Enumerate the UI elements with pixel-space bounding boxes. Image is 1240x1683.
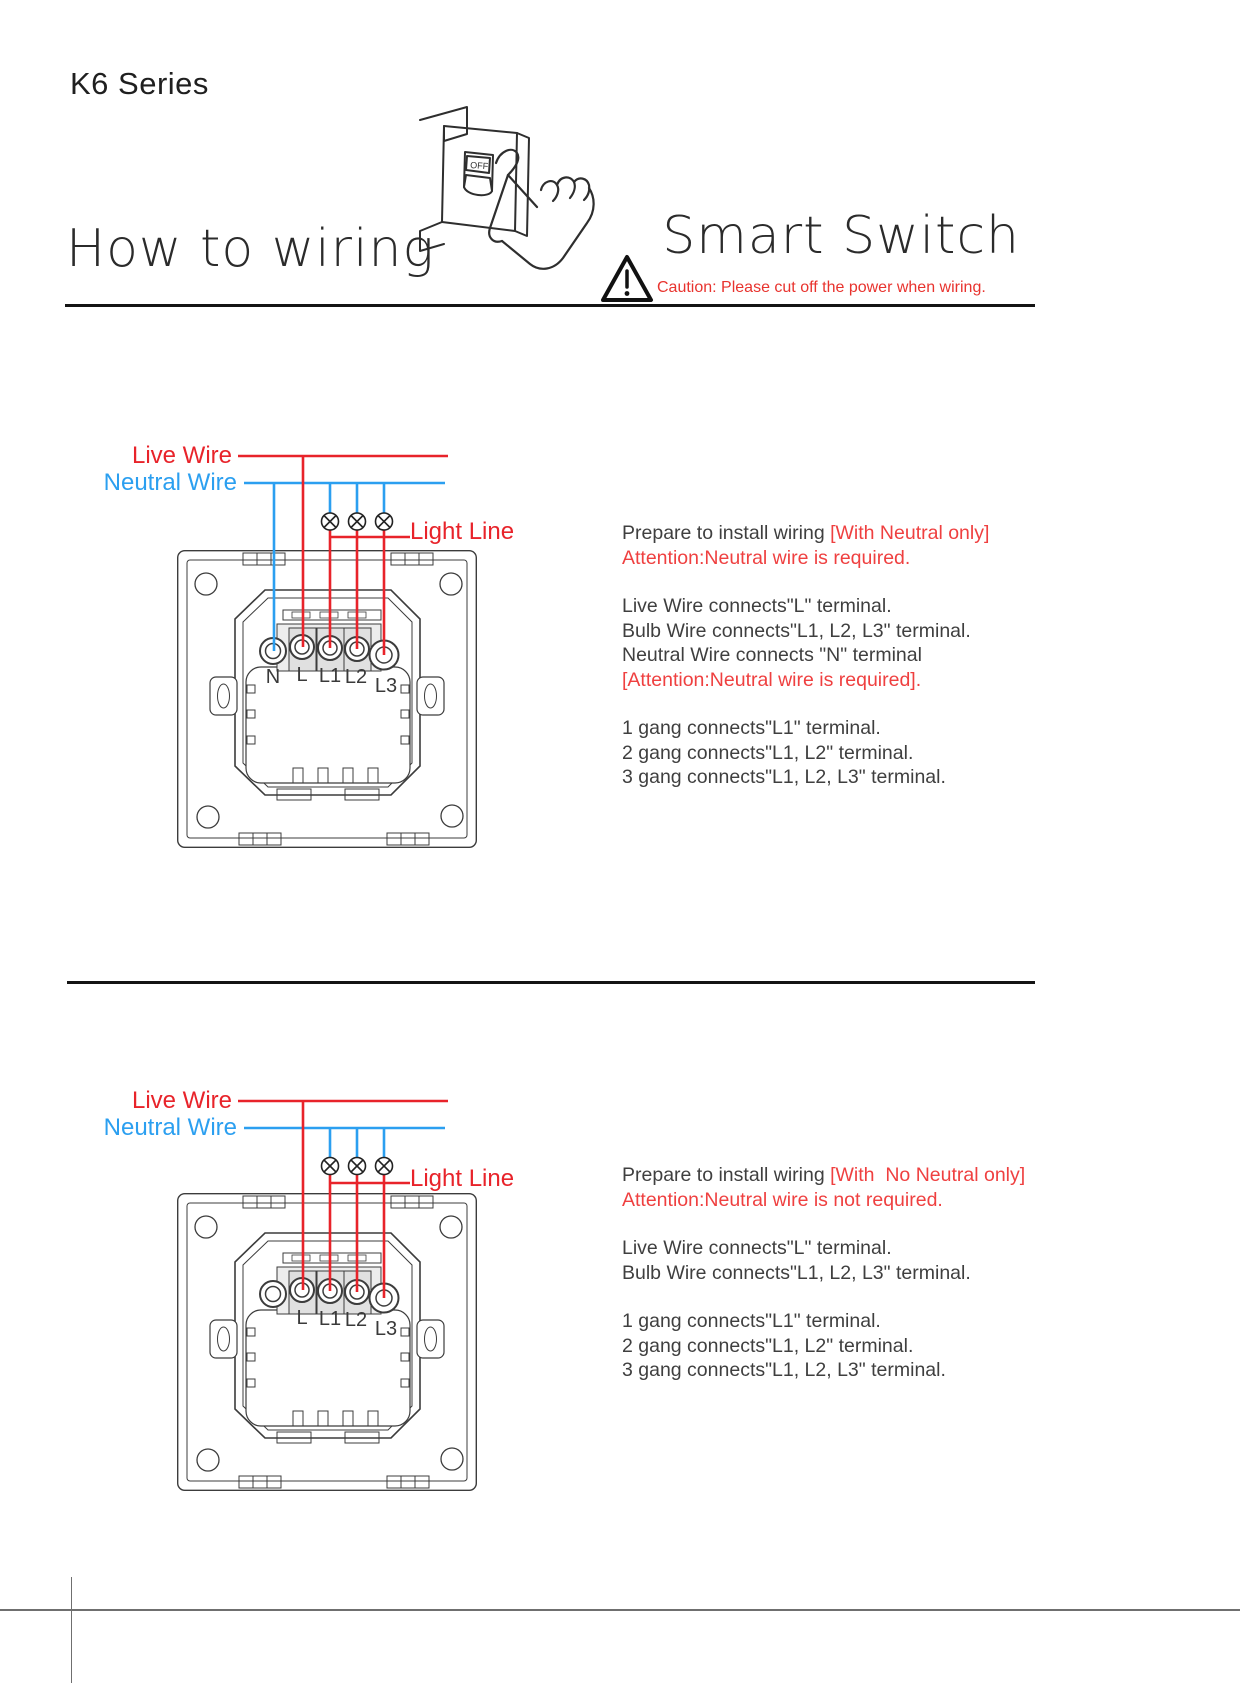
terminal-label-l1: L1	[318, 665, 342, 687]
gang-line: 1 gang connects"L1" terminal.	[622, 1310, 881, 1332]
gang-line: 2 gang connects"L1, L2" terminal.	[622, 1334, 914, 1357]
connect-line: Bulb Wire connects"L1, L2, L3" terminal.	[622, 619, 971, 642]
gang-line: 1 gang connects"L1" terminal.	[622, 717, 881, 739]
neutral-wire-label: Neutral Wire	[103, 469, 237, 496]
series-title: K6 Series	[70, 66, 209, 101]
connect-line: Live Wire connects"L" terminal.	[622, 1237, 892, 1259]
terminal-label-l2: L2	[344, 666, 368, 688]
terminal-label-l: L	[296, 664, 308, 686]
warning-icon	[600, 253, 654, 305]
terminal-label-l: L	[296, 1307, 308, 1329]
prepare-text: Prepare to install wiring	[622, 1164, 831, 1186]
neutral-wire-label: Neutral Wire	[103, 1114, 237, 1141]
terminal-label-l3: L3	[374, 1318, 398, 1340]
gang-line: 3 gang connects"L1, L2, L3" terminal.	[622, 766, 946, 788]
neutral-wire-lines	[244, 1128, 445, 1157]
connect-line: Neutral Wire connects "N" terminal	[622, 644, 922, 666]
terminal-label-l3: L3	[374, 675, 398, 697]
lamp-icons	[322, 513, 393, 530]
header-divider	[65, 304, 1035, 307]
footer-crop-mark	[71, 1577, 72, 1683]
instructions-with-neutral	[622, 521, 1052, 790]
section-divider	[67, 981, 1035, 984]
prepare-line	[622, 1163, 1052, 1188]
attention-line: Attention:Neutral wire is not required.	[622, 1188, 943, 1211]
wiring-diagram-with-neutral	[60, 395, 530, 875]
instructions-no-neutral	[622, 1163, 1052, 1383]
attention-bracket-line: [Attention:Neutral wire is required].	[622, 668, 922, 691]
terminal-label-l2: L2	[344, 1309, 368, 1331]
connect-line: Live Wire connects"L" terminal.	[622, 595, 892, 617]
switch-off-label: OFF	[469, 160, 489, 172]
live-wire-label: Live Wire	[131, 1087, 232, 1114]
pointing-hand-icon	[489, 150, 593, 269]
caution-text: Caution: Please cut off the power when wiring.	[657, 279, 986, 296]
switch-press-icon	[395, 100, 600, 305]
light-line-label: Light Line	[410, 518, 515, 545]
prepare-text: Prepare to install wiring	[622, 522, 831, 544]
gang-line: 3 gang connects"L1, L2, L3" terminal.	[622, 1359, 946, 1381]
product-title: Smart Switch	[662, 206, 1020, 266]
prepare-note: [With Neutral only]	[830, 522, 990, 544]
footer-rule	[0, 1609, 1240, 1611]
live-wire-label: Live Wire	[131, 442, 232, 469]
connect-line: Bulb Wire connects"L1, L2, L3" terminal.	[622, 1261, 971, 1284]
prepare-note: [With No Neutral only]	[830, 1164, 1026, 1186]
light-line-label: Light Line	[410, 1165, 515, 1192]
attention-line: Attention:Neutral wire is required.	[622, 546, 911, 569]
wiring-diagram-no-neutral	[60, 1040, 530, 1500]
lamp-icons	[322, 1158, 393, 1175]
terminal-label-l1: L1	[318, 1308, 342, 1330]
page-title: How to wiring	[66, 219, 435, 279]
terminal-label-n: N	[265, 666, 281, 688]
gang-line: 2 gang connects"L1, L2" terminal.	[622, 741, 914, 764]
prepare-line	[622, 521, 1052, 546]
